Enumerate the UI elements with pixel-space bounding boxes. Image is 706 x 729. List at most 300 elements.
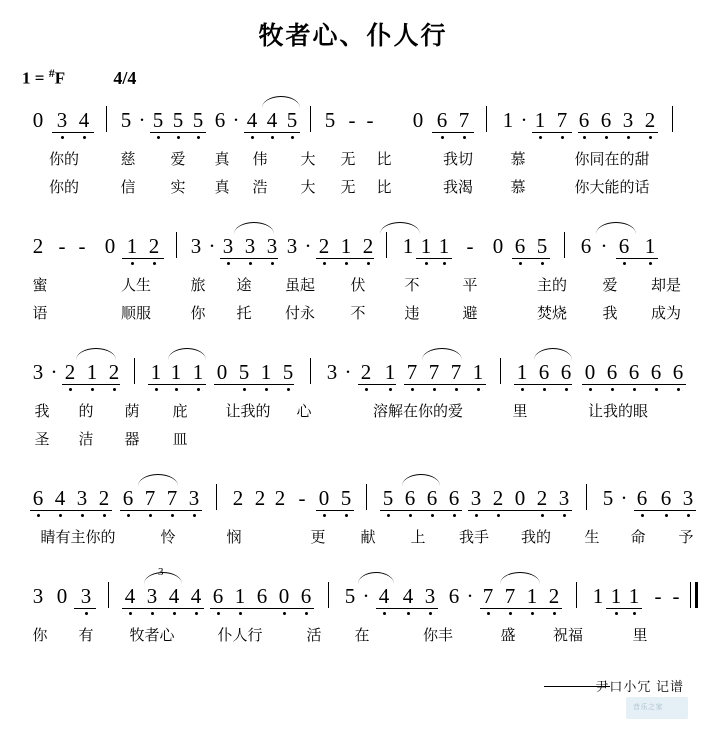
lyric: 献: [360, 529, 376, 546]
note: 0: [514, 486, 526, 510]
note: 2: [148, 234, 160, 258]
note-dot-below: [323, 262, 326, 265]
lyric-row-3b: [18, 424, 688, 452]
note: 4: [246, 108, 258, 132]
note: 1: [438, 234, 450, 258]
note-row-2: [18, 226, 688, 270]
note: 2: [362, 234, 374, 258]
note: 7: [458, 108, 470, 132]
note-dot-below: [583, 136, 586, 139]
note-dot-below: [429, 612, 432, 615]
note-dot-below: [59, 514, 62, 517]
note: 6: [214, 108, 226, 132]
lyric: 圣: [34, 431, 50, 448]
lyric: 大: [300, 151, 316, 168]
note: 5: [344, 584, 356, 608]
note-dot-below: [345, 262, 348, 265]
beam: [148, 384, 206, 385]
note-dot-below: [171, 514, 174, 517]
note: 5: [172, 108, 184, 132]
lyric: 让我的眼: [587, 403, 649, 420]
note-dot-below: [195, 612, 198, 615]
note-dot-below: [367, 262, 370, 265]
note: 7: [144, 486, 156, 510]
note-dot-below: [407, 612, 410, 615]
note: 5: [340, 486, 352, 510]
note-dot-below: [345, 514, 348, 517]
beam: [616, 258, 658, 259]
note: 1: [644, 234, 656, 258]
note: 2: [32, 234, 44, 258]
note-dot-below: [615, 612, 618, 615]
score-credit: 尹口小冗 记谱: [595, 679, 684, 694]
note: 4: [402, 584, 414, 608]
note-dot-below: [153, 262, 156, 265]
note: 2: [492, 486, 504, 510]
note-dot-below: [239, 612, 242, 615]
lyric: 慕: [510, 179, 526, 196]
lyric-row-2a: [18, 270, 688, 298]
barline: [576, 582, 577, 608]
note: ·: [600, 234, 608, 258]
note: 6: [578, 108, 590, 132]
note: 1: [86, 360, 98, 384]
note: 1: [340, 234, 352, 258]
note-dot-below: [81, 514, 84, 517]
note: 6: [650, 360, 662, 384]
beam: [74, 608, 96, 609]
note-dot-below: [443, 262, 446, 265]
note-dot-below: [623, 262, 626, 265]
note-dot-below: [61, 136, 64, 139]
lyric: 人生: [120, 277, 152, 294]
note: 5: [382, 486, 394, 510]
note: 5: [602, 486, 614, 510]
note: 7: [166, 486, 178, 510]
note: 6: [606, 360, 618, 384]
lyric: 有: [78, 627, 94, 644]
lyric: 荫: [124, 403, 140, 420]
note-dot-below: [543, 388, 546, 391]
note: 6: [256, 584, 268, 608]
note: ·: [138, 108, 146, 132]
lyric: 违: [404, 305, 420, 322]
note-row-4: [18, 478, 694, 522]
note-dot-below: [677, 388, 680, 391]
note: 3: [558, 486, 570, 510]
note-dot-below: [589, 388, 592, 391]
note: 6: [538, 360, 550, 384]
beam: [380, 510, 462, 511]
note: 2: [548, 584, 560, 608]
lyric: 托: [236, 305, 252, 322]
beam: [244, 132, 300, 133]
note: 1: [384, 360, 396, 384]
note: 3: [32, 360, 44, 384]
lyric: 无: [340, 179, 356, 196]
note: 1: [150, 360, 162, 384]
note: 6: [300, 584, 312, 608]
note: 0: [32, 108, 44, 132]
note: 1: [402, 234, 414, 258]
lyric: 溶解在你的爱: [372, 403, 464, 420]
lyric: 让我的: [225, 403, 271, 420]
note: 0: [584, 360, 596, 384]
note: 3: [190, 234, 202, 258]
beam: [606, 608, 642, 609]
note: 5: [238, 360, 250, 384]
lyric: 实: [170, 179, 186, 196]
lyric: 睛有主你的: [40, 529, 116, 546]
note-dot-below: [193, 514, 196, 517]
note-dot-below: [177, 136, 180, 139]
note-dot-below: [249, 262, 252, 265]
note-dot-below: [129, 612, 132, 615]
note: ·: [620, 486, 628, 510]
lyric: 旅: [190, 277, 206, 294]
note-dot-below: [509, 612, 512, 615]
barline: [328, 582, 329, 608]
note-dot-below: [409, 514, 412, 517]
note: 3: [80, 584, 92, 608]
note: 2: [232, 486, 244, 510]
key-value: F: [54, 68, 66, 88]
note: 1: [628, 584, 640, 608]
note: 1: [610, 584, 622, 608]
barline: [586, 484, 587, 510]
note-dot-below: [157, 136, 160, 139]
beam: [578, 132, 658, 133]
lyric: 我: [34, 403, 50, 420]
note: 1: [420, 234, 432, 258]
lyric: 却是: [650, 277, 682, 294]
note: 2: [274, 486, 286, 510]
note-dot-below: [463, 136, 466, 139]
beam: [358, 384, 396, 385]
lyric: 真: [214, 151, 230, 168]
beam: [150, 132, 206, 133]
note: 3: [470, 486, 482, 510]
lyric: 你丰: [422, 627, 454, 644]
lyric: 活: [306, 627, 322, 644]
beam: [52, 132, 94, 133]
page-title: 牧者心、仆人行: [258, 23, 448, 50]
note-dot-below: [565, 388, 568, 391]
note: 1: [192, 360, 204, 384]
note: 3: [622, 108, 634, 132]
beam: [122, 608, 204, 609]
note: 7: [482, 584, 494, 608]
note: 5: [282, 360, 294, 384]
note-dot-below: [323, 514, 326, 517]
note-dot-below: [649, 262, 652, 265]
note: -: [58, 234, 66, 258]
note: 1: [526, 584, 538, 608]
note: -: [672, 584, 680, 608]
beam: [62, 384, 120, 385]
note: ·: [50, 360, 58, 384]
lyric: 上: [410, 529, 426, 546]
lyric: 虽起: [284, 277, 316, 294]
note: 0: [412, 108, 424, 132]
note: 2: [644, 108, 656, 132]
lyric: 不: [350, 305, 366, 322]
note-dot-below: [113, 388, 116, 391]
lyric: 蜜: [32, 277, 48, 294]
lyric: 生: [584, 529, 600, 546]
note-dot-below: [227, 262, 230, 265]
note-dot-below: [687, 514, 690, 517]
note-dot-below: [475, 514, 478, 517]
note-dot-below: [541, 514, 544, 517]
lyric: 洁: [78, 431, 94, 448]
note: 5: [324, 108, 336, 132]
watermark-text: 音乐之家: [633, 704, 663, 711]
note: -: [348, 108, 356, 132]
beam: [120, 510, 202, 511]
beam: [316, 258, 374, 259]
barline: [672, 106, 673, 132]
note: ·: [208, 234, 216, 258]
note: 0: [56, 584, 68, 608]
note: -: [366, 108, 374, 132]
lyric-row-4a: [18, 522, 694, 550]
lyric: 器: [124, 431, 140, 448]
lyric: 你的: [48, 151, 80, 168]
note: 0: [278, 584, 290, 608]
note: 0: [216, 360, 228, 384]
note: 7: [556, 108, 568, 132]
barline: [366, 484, 367, 510]
time-signature: 4/4: [113, 67, 137, 88]
note-dot-below: [425, 262, 428, 265]
beam: [514, 384, 572, 385]
lyric: 避: [462, 305, 478, 322]
note: 1: [472, 360, 484, 384]
lyric: 比: [376, 179, 392, 196]
barline: [310, 358, 311, 384]
beam: [404, 384, 486, 385]
note-dot-below: [217, 612, 220, 615]
note-dot-below: [497, 514, 500, 517]
note-dot-below: [433, 388, 436, 391]
note: 6: [426, 486, 438, 510]
note-dot-below: [271, 262, 274, 265]
note: 5: [192, 108, 204, 132]
note-dot-below: [611, 388, 614, 391]
note: 1: [260, 360, 272, 384]
note: 7: [504, 584, 516, 608]
lyric: 我的: [520, 529, 552, 546]
beam: [634, 510, 696, 511]
note: 3: [682, 486, 694, 510]
lyric: 庇: [172, 403, 188, 420]
beam: [432, 132, 474, 133]
note: 6: [436, 108, 448, 132]
note: 6: [600, 108, 612, 132]
lyric: 牧者心: [129, 627, 175, 644]
note: 6: [660, 486, 672, 510]
note-dot-below: [627, 136, 630, 139]
lyric: 你大能的话: [574, 179, 650, 196]
lyric: 你: [190, 305, 206, 322]
note: 6: [560, 360, 572, 384]
beam: [220, 258, 278, 259]
note-dot-below: [561, 136, 564, 139]
note-dot-below: [641, 514, 644, 517]
note-dot-below: [553, 612, 556, 615]
note-dot-below: [477, 388, 480, 391]
score-metadata: [0, 66, 706, 100]
note: ·: [232, 108, 240, 132]
note-dot-below: [365, 388, 368, 391]
lyric: 爱: [602, 277, 618, 294]
lyric: 你的: [48, 179, 80, 196]
watermark: [626, 697, 688, 723]
note-dot-below: [563, 514, 566, 517]
note-dot-below: [151, 612, 154, 615]
lyric: 慕: [510, 151, 526, 168]
key-label: 1 =: [22, 68, 45, 88]
note: 1: [534, 108, 546, 132]
note: 6: [580, 234, 592, 258]
lyric: 心: [296, 403, 312, 420]
note: 2: [108, 360, 120, 384]
note: 4: [190, 584, 202, 608]
note-dot-below: [389, 388, 392, 391]
lyric: 付永: [284, 305, 316, 322]
lyric: 无: [340, 151, 356, 168]
note: 2: [360, 360, 372, 384]
note-dot-below: [383, 612, 386, 615]
note-dot-below: [633, 612, 636, 615]
lyric: 皿: [172, 431, 188, 448]
note: 6: [636, 486, 648, 510]
note-row-1: [18, 100, 688, 144]
lyric: 真: [214, 179, 230, 196]
triplet-number: 3: [158, 566, 164, 578]
note-dot-below: [521, 388, 524, 391]
lyric: 浩: [252, 179, 268, 196]
note-dot-below: [131, 262, 134, 265]
note-dot-below: [305, 612, 308, 615]
beam: [376, 608, 438, 609]
note-dot-below: [287, 388, 290, 391]
lyric: 我: [602, 305, 618, 322]
note-dot-below: [455, 388, 458, 391]
note: 1: [126, 234, 138, 258]
lyric: 平: [462, 277, 478, 294]
note: 4: [168, 584, 180, 608]
music-system-5: [0, 566, 706, 666]
key-signature: [22, 66, 65, 89]
note-dot-below: [487, 612, 490, 615]
note: 5: [286, 108, 298, 132]
note: 0: [492, 234, 504, 258]
barline: [106, 106, 107, 132]
note: 2: [536, 486, 548, 510]
note-dot-below: [431, 514, 434, 517]
lyric-row-5a: [18, 620, 688, 648]
note-dot-below: [197, 388, 200, 391]
lyric: 仆人行: [217, 627, 263, 644]
note: 6: [514, 234, 526, 258]
note: 6: [672, 360, 684, 384]
music-system-3: [0, 352, 706, 478]
note: 3: [286, 234, 298, 258]
note: 3: [326, 360, 338, 384]
lyric: 我渴: [442, 179, 474, 196]
note: 4: [78, 108, 90, 132]
lyric: 成为: [650, 305, 682, 322]
note-dot-below: [127, 514, 130, 517]
beam: [416, 258, 452, 259]
final-barline: [690, 582, 698, 608]
note: 1: [170, 360, 182, 384]
note-dot-below: [173, 612, 176, 615]
note: 4: [378, 584, 390, 608]
note-dot-below: [605, 136, 608, 139]
note-dot-below: [411, 388, 414, 391]
note-dot-below: [441, 136, 444, 139]
note: ·: [344, 360, 352, 384]
lyric-row-2b: [18, 298, 688, 326]
note-dot-below: [655, 388, 658, 391]
lyric: 不: [404, 277, 420, 294]
note-dot-below: [155, 388, 158, 391]
beam: [30, 510, 112, 511]
note: 1: [234, 584, 246, 608]
beam: [468, 510, 572, 511]
note: ·: [304, 234, 312, 258]
note: 6: [448, 486, 460, 510]
note-row-5: [18, 566, 688, 620]
note: 2: [318, 234, 330, 258]
note-dot-below: [539, 136, 542, 139]
note: 3: [188, 486, 200, 510]
note: 0: [318, 486, 330, 510]
barline: [216, 484, 217, 510]
beam: [214, 384, 294, 385]
note-dot-below: [175, 388, 178, 391]
note: 6: [212, 584, 224, 608]
lyric-row-1a: [18, 144, 688, 172]
lyric: 焚烧: [536, 305, 568, 322]
beam: [582, 384, 686, 385]
note: 6: [618, 234, 630, 258]
lyric: 伟: [252, 151, 268, 168]
note: 6: [32, 486, 44, 510]
lyric: 盛: [500, 627, 516, 644]
lyric: 里: [632, 627, 648, 644]
note: 3: [76, 486, 88, 510]
note: ·: [362, 584, 370, 608]
lyric-row-1b: [18, 172, 688, 200]
beam: [210, 608, 314, 609]
note: 4: [124, 584, 136, 608]
lyric: 你: [32, 627, 48, 644]
note: 5: [536, 234, 548, 258]
lyric: 在: [354, 627, 370, 644]
lyric: 途: [236, 277, 252, 294]
music-system-4: [0, 478, 706, 576]
note-dot-below: [665, 514, 668, 517]
lyric: 你同在的甜: [574, 151, 650, 168]
note: 1: [502, 108, 514, 132]
note-dot-below: [633, 388, 636, 391]
note-dot-below: [83, 136, 86, 139]
note-dot-below: [519, 262, 522, 265]
